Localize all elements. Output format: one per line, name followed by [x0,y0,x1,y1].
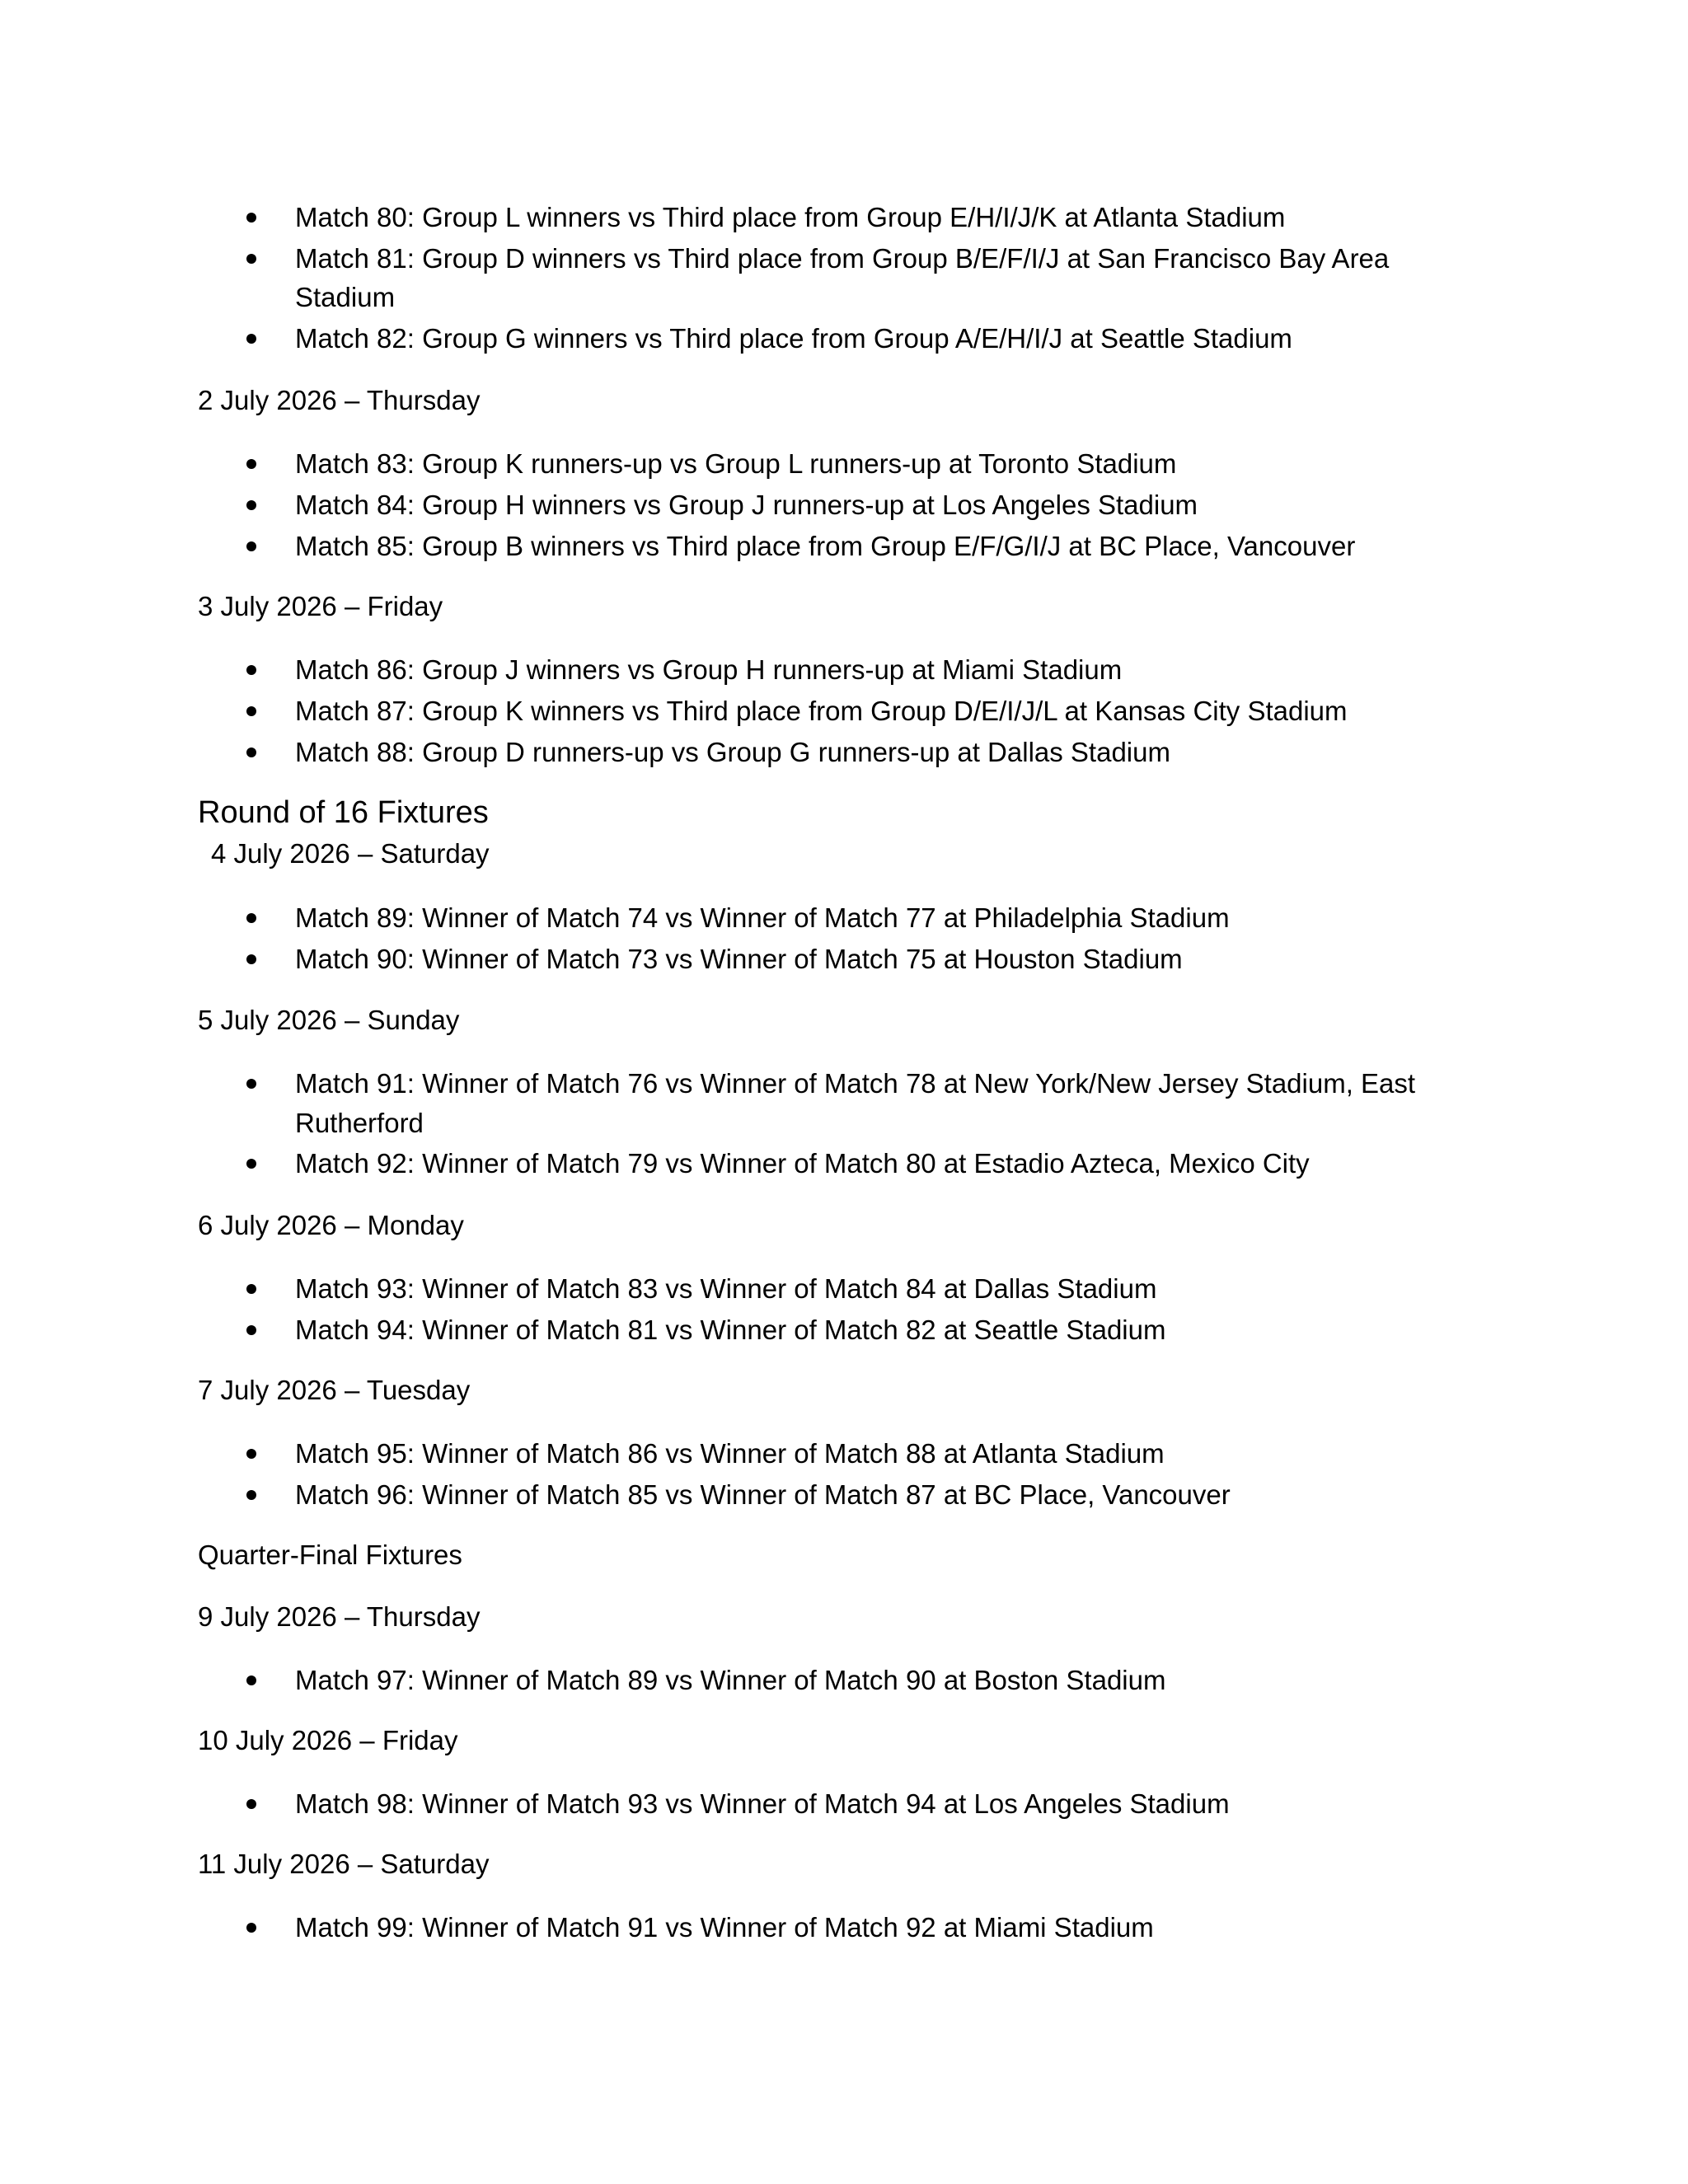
list-bullet [246,1079,256,1089]
list-item: Match 93: Winner of Match 83 vs Winner of Match 84 at Dallas Stadium [295,1273,1157,1304]
list-bullet [246,541,256,551]
section-heading: Round of 16 Fixtures [198,795,489,830]
date-heading: 2 July 2026 – Thursday [198,385,481,415]
list-bullet [246,913,256,923]
list-bullet [246,254,256,264]
list-item: Match 96: Winner of Match 85 vs Winner of Match 87 at BC Place, Vancouver [295,1479,1231,1510]
list-item: Match 98: Winner of Match 93 vs Winner of Match 94 at Los Angeles Stadium [295,1788,1230,1819]
list-item-continuation: Rutherford [295,1108,424,1138]
list-item: Match 97: Winner of Match 89 vs Winner of Match 90 at Boston Stadium [295,1665,1166,1695]
list-item: Match 84: Group H winners vs Group J runners-up at Los Angeles Stadium [295,490,1198,520]
date-heading: 5 July 2026 – Sunday [198,1005,460,1035]
list-bullet [246,1923,256,1933]
date-heading: 10 July 2026 – Friday [198,1725,458,1755]
list-bullet [246,1325,256,1335]
list-item: Match 90: Winner of Match 73 vs Winner of Match 75 at Houston Stadium [295,944,1183,974]
list-item: Match 91: Winner of Match 76 vs Winner of Match 78 at New York/New Jersey Stadium, East [295,1068,1416,1099]
list-item: Match 81: Group D winners vs Third place from Group B/E/F/I/J at San Francisco Bay Area [295,243,1390,274]
date-heading: 9 July 2026 – Thursday [198,1601,481,1632]
date-heading: 11 July 2026 – Saturday [198,1849,490,1879]
list-item: Match 88: Group D runners-up vs Group G runners-up at Dallas Stadium [295,737,1170,767]
list-item: Match 86: Group J winners vs Group H runners-up at Miami Stadium [295,654,1123,685]
list-bullet [246,1490,256,1500]
list-bullet [246,1449,256,1459]
list-bullet [246,706,256,716]
list-bullet [246,954,256,964]
list-bullet [246,748,256,757]
list-bullet [246,459,256,469]
list-bullet [246,1159,256,1169]
list-item: Match 99: Winner of Match 91 vs Winner of Match 92 at Miami Stadium [295,1912,1154,1943]
list-bullet [246,213,256,223]
list-item: Match 87: Group K winners vs Third place from Group D/E/I/J/L at Kansas City Stadium [295,696,1348,726]
list-item-continuation: Stadium [295,282,396,312]
date-heading: 7 July 2026 – Tuesday [198,1375,471,1405]
list-item: Match 95: Winner of Match 86 vs Winner of Match 88 at Atlanta Stadium [295,1438,1165,1469]
list-bullet [246,500,256,510]
list-bullet [246,334,256,344]
list-item: Match 94: Winner of Match 81 vs Winner of Match 82 at Seattle Stadium [295,1315,1166,1345]
list-bullet [246,1799,256,1809]
list-item: Match 92: Winner of Match 79 vs Winner of Match 80 at Estadio Azteca, Mexico City [295,1148,1310,1179]
list-item: Match 82: Group G winners vs Third place from Group A/E/H/I/J at Seattle Stadium [295,323,1292,354]
list-item: Match 85: Group B winners vs Third place from Group E/F/G/I/J at BC Place, Vancouver [295,531,1356,561]
list-item: Match 89: Winner of Match 74 vs Winner of Match 77 at Philadelphia Stadium [295,902,1230,933]
list-bullet [246,1675,256,1685]
date-heading: 6 July 2026 – Monday [198,1210,464,1240]
section-heading: Quarter-Final Fixtures [198,1540,462,1570]
date-heading: 3 July 2026 – Friday [198,591,443,621]
list-item: Match 80: Group L winners vs Third place from Group E/H/I/J/K at Atlanta Stadium [295,202,1286,232]
list-bullet [246,1284,256,1294]
date-heading: 4 July 2026 – Saturday [211,838,490,869]
list-item: Match 83: Group K runners-up vs Group L runners-up at Toronto Stadium [295,448,1177,479]
list-bullet [246,665,256,675]
